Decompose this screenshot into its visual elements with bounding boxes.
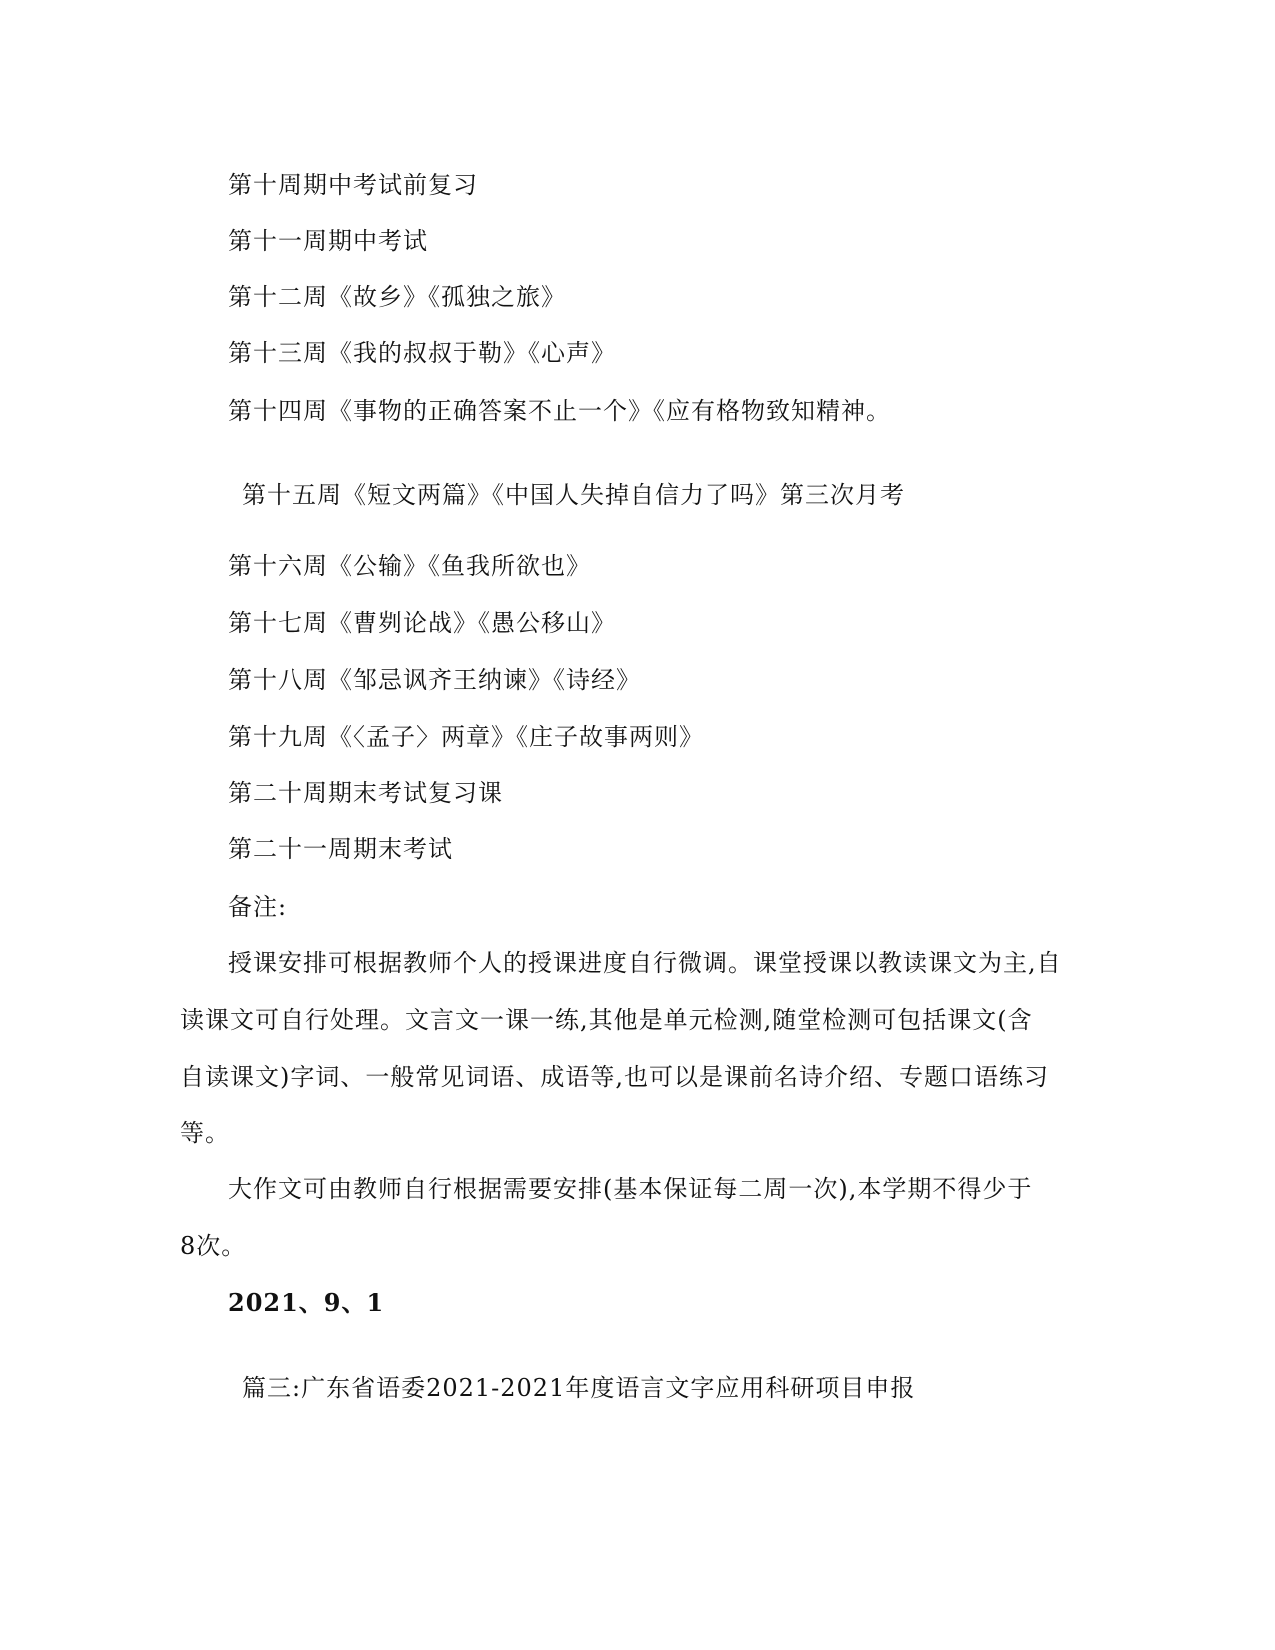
schedule-week-19: 第十九周《〈孟子〉两章》《庄子故事两则》 — [228, 723, 704, 751]
schedule-week-20: 第二十周期末考试复习课 — [228, 779, 503, 807]
notes-heading: 备注: — [228, 893, 288, 921]
schedule-week-12: 第十二周《故乡》《孤独之旅》 — [228, 283, 566, 311]
schedule-week-11: 第十一周期中考试 — [228, 227, 428, 255]
notes-paragraph-1-line-4: 等。 — [180, 1119, 230, 1147]
schedule-week-18: 第十八周《邹忌讽齐王纳谏》《诗经》 — [228, 666, 641, 694]
notes-paragraph-2-line-1: 大作文可由教师自行根据需要安排(基本保证每二周一次),本学期不得少于 — [228, 1175, 1033, 1203]
schedule-week-14: 第十四周《事物的正确答案不止一个》《应有格物致知精神。 — [228, 397, 891, 425]
schedule-week-13: 第十三周《我的叔叔于勒》《心声》 — [228, 339, 616, 367]
schedule-week-15: 第十五周《短文两篇》《中国人失掉自信力了吗》第三次月考 — [242, 481, 905, 509]
schedule-week-16: 第十六周《公输》《鱼我所欲也》 — [228, 552, 591, 580]
notes-paragraph-1-line-1: 授课安排可根据教师个人的授课进度自行微调。课堂授课以教读课文为主,自 — [228, 949, 1062, 977]
notes-paragraph-2-line-2: 8次。 — [180, 1232, 247, 1260]
notes-paragraph-1-line-3: 自读课文)字词、一般常见词语、成语等,也可以是课前名诗介绍、专题口语练习 — [180, 1063, 1049, 1091]
schedule-week-10: 第十周期中考试前复习 — [228, 171, 478, 199]
schedule-week-17: 第十七周《曹刿论战》《愚公移山》 — [228, 609, 616, 637]
notes-paragraph-1-line-2: 读课文可自行处理。文言文一课一练,其他是单元检测,随堂检测可包括课文(含 — [180, 1006, 1033, 1034]
section-title: 篇三:广东省语委2021-2021年度语言文字应用科研项目申报 — [242, 1374, 916, 1402]
document-date: 2021、9、1 — [228, 1288, 385, 1317]
schedule-week-21: 第二十一周期末考试 — [228, 835, 453, 863]
